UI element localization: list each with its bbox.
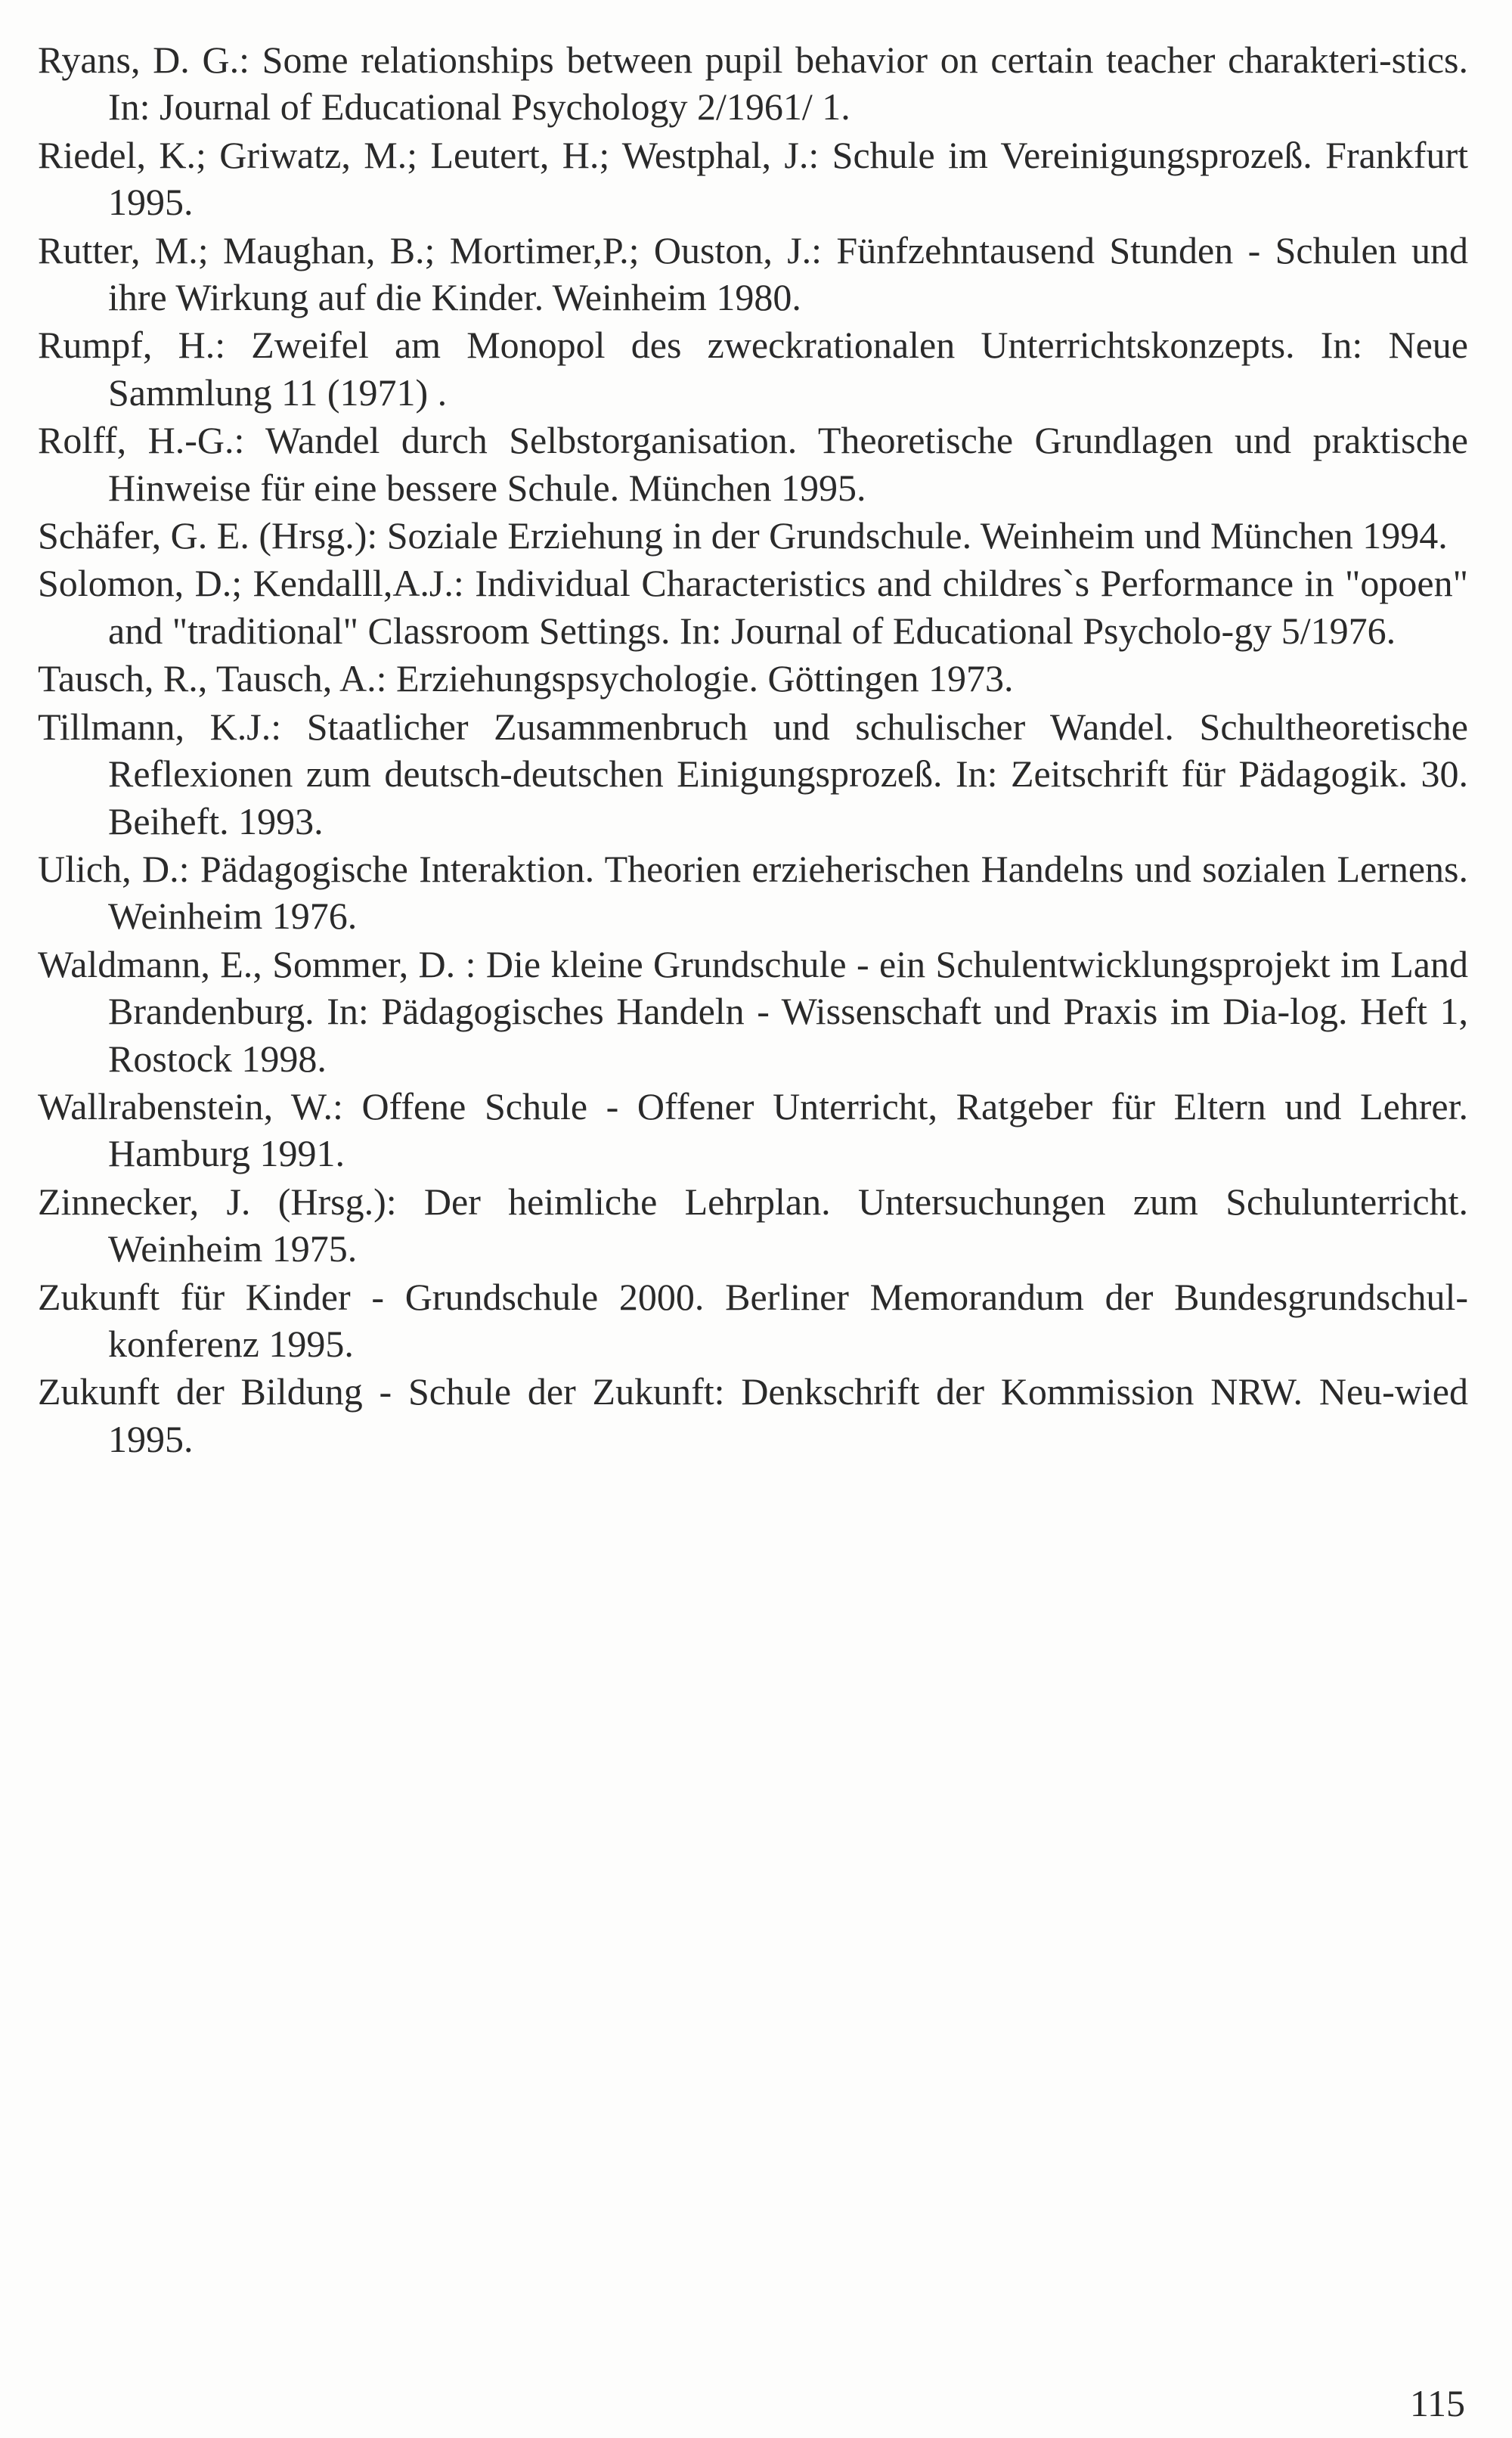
- reference-entry: Riedel, K.; Griwatz, M.; Leutert, H.; Westphal, J.: Schule im Vereinigungsprozeß. Frankfurt 1995.: [38, 133, 1468, 224]
- reference-entry: Tillmann, K.J.: Staatlicher Zusammenbruch und schulischer Wandel. Schultheoretische Reflexionen zum deutsch-deutschen Einigungsprozeß. In: Zeitschrift für Pädagogik. 30. Beiheft. 1993.: [38, 705, 1468, 842]
- bibliography-list: [38, 36, 1468, 1463]
- reference-entry: Solomon, D.; Kendalll,A.J.: Individual Characteristics and childres`s Performance in "opoen" and "traditional" Classroom Settings. In: Journal of Educational Psycholo-gy 5/1976.: [38, 562, 1468, 652]
- reference-entry: Wallrabenstein, W.: Offene Schule - Offener Unterricht, Ratgeber für Eltern und Lehrer. Hamburg 1991.: [38, 1084, 1468, 1175]
- reference-entry: Ulich, D.: Pädagogische Interaktion. Theorien erzieherischen Handelns und sozialen Lernens. Weinheim 1976.: [38, 847, 1468, 938]
- reference-entry: Rumpf, H.: Zweifel am Monopol des zweckrationalen Unterrichtskonzepts. In: Neue Sammlung 11 (1971) .: [38, 324, 1468, 414]
- reference-entry: Zukunft für Kinder - Grundschule 2000. Berliner Memorandum der Bundesgrundschul-konferenz 1995.: [38, 1275, 1468, 1365]
- reference-entry: Rolff, H.-G.: Wandel durch Selbstorganisation. Theoretische Grundlagen und praktische Hinweise für eine bessere Schule. München 1995.: [38, 419, 1468, 509]
- reference-entry: Ryans, D. G.: Some relationships between pupil behavior on certain teacher charakteri-stics. In: Journal of Educational Psychology 2/1961/ 1.: [38, 39, 1468, 129]
- reference-entry: Tausch, R., Tausch, A.: Erziehungspsychologie. Göttingen 1973.: [38, 657, 1014, 700]
- page-number: 115: [1409, 2382, 1465, 2424]
- reference-entry: Schäfer, G. E. (Hrsg.): Soziale Erziehung in der Grundschule. Weinheim und München 1994.: [38, 514, 1448, 557]
- reference-entry: Zinnecker, J. (Hrsg.): Der heimliche Lehrplan. Untersuchungen zum Schulunterricht. Weinheim 1975.: [38, 1180, 1468, 1270]
- reference-entry: Rutter, M.; Maughan, B.; Mortimer,P.; Ouston, J.: Fünfzehntausend Stunden - Schulen und ihre Wirkung auf die Kinder. Weinheim 1980.: [38, 228, 1468, 319]
- reference-entry: Waldmann, E., Sommer, D. : Die kleine Grundschule - ein Schulentwicklungsprojekt im Land Brandenburg. In: Pädagogisches Handeln - Wissenschaft und Praxis im Dia-log. Heft 1, Rostock 1998.: [38, 942, 1468, 1080]
- reference-entry: Zukunft der Bildung - Schule der Zukunft: Denkschrift der Kommission NRW. Neu-wied 1995.: [38, 1370, 1468, 1460]
